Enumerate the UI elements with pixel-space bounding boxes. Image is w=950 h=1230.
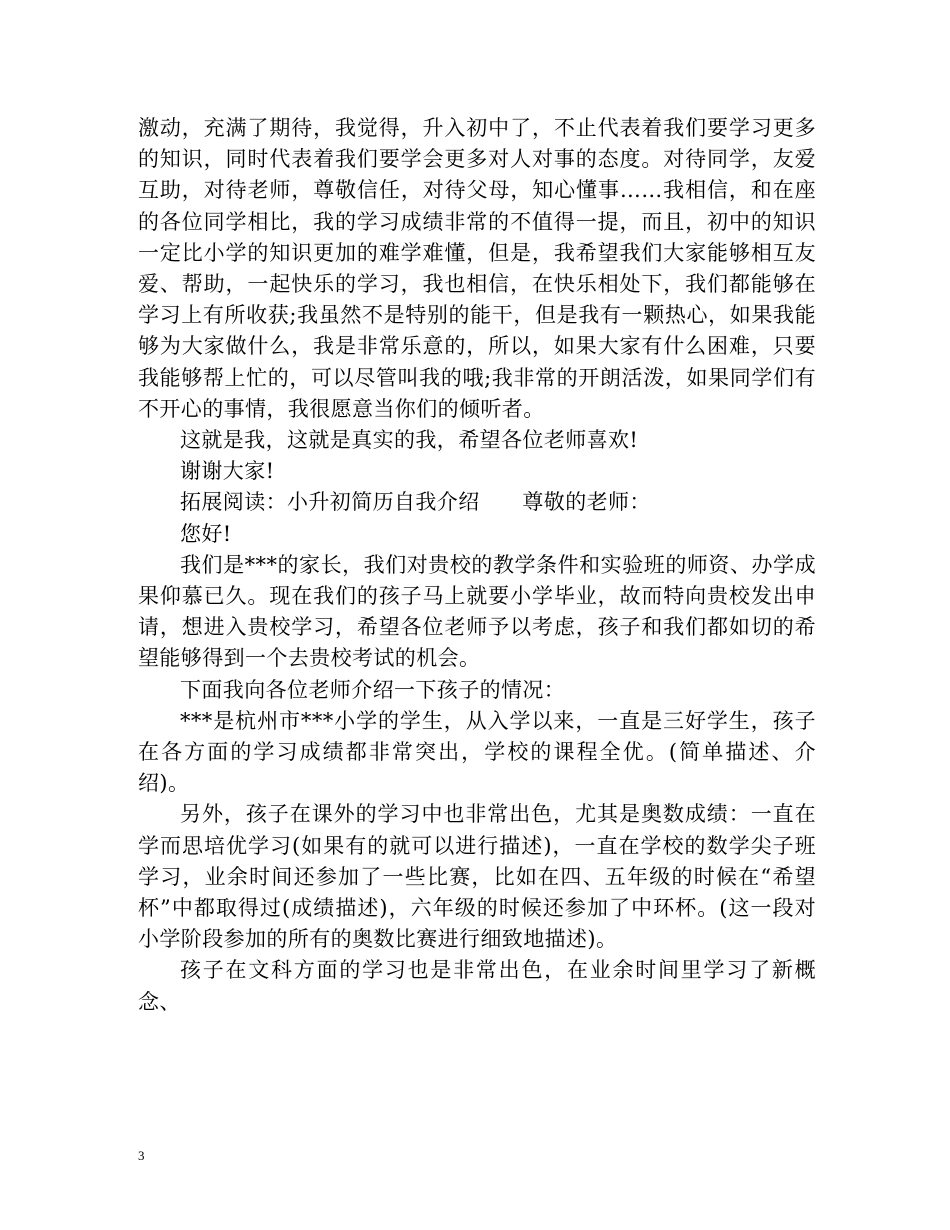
paragraph-8: ***是杭州市***小学的学生，从入学以来，一直是三好学生，孩子在各方面的学习成绩都非常突出，学校的课程全优。(简单描述、介绍)。	[138, 708, 816, 796]
paragraph-9: 另外，孩子在课外的学习中也非常出色，尤其是奥数成绩：一直在学而思培优学习(如果有的就可以进行描述)，一直在学校的数学尖子班学习，业余时间还参加了一些比赛，比如在四、五年级的时候在“希望杯”中都取得过(成绩描述)，六年级的时候还参加了中环杯。(这一段对小学阶段参加的所有的奥数比赛进行细致地描述)。	[138, 802, 816, 952]
paragraph-5: 您好!	[180, 521, 232, 546]
paragraph-6: 我们是***的家长，我们对贵校的教学条件和实验班的师资、办学成果仰慕已久。现在我们的孩子马上就要小学毕业，故而特向贵校发出申请，想进入贵校学习，希望各位老师予以考虑，孩子和我们都如切的希望能够得到一个去贵校考试的机会。	[138, 552, 816, 671]
paragraph-4: 拓展阅读：小升初简历自我介绍 尊敬的老师：	[180, 490, 651, 515]
paragraph-1: 激动，充满了期待，我觉得，升入初中了，不止代表着我们要学习更多的知识，同时代表着我们要学会更多对人对事的态度。对待同学，友爱互助，对待老师，尊敬信任，对待父母，知心懂事……我相信，和在座的各位同学相比，我的学习成绩非常的不值得一提，而且，初中的知识一定比小学的知识更加的难学难懂，但是，我希望我们大家能够相互友爱、帮助，一起快乐的学习，我也相信，在快乐相处下，我们都能够在学习上有所收获;我虽然不是特别的能干，但是我有一颗热心，如果我能够为大家做什么，我是非常乐意的，所以，如果大家有什么困难，只要我能够帮上忙的，可以尽管叫我的哦;我非常的开朗活泼，如果同学们有不开心的事情，我很愿意当你们的倾听者。	[138, 116, 816, 421]
document-body	[138, 113, 816, 1018]
paragraph-2: 这就是我，这就是真实的我，希望各位老师喜欢!	[180, 428, 639, 453]
paragraph-7: 下面我向各位老师介绍一下孩子的情况：	[180, 677, 566, 702]
paragraph-3: 谢谢大家!	[180, 459, 275, 484]
page-number: 3	[138, 1148, 145, 1163]
paragraph-10: 孩子在文科方面的学习也是非常出色，在业余时间里学习了新概念、	[138, 958, 816, 1014]
